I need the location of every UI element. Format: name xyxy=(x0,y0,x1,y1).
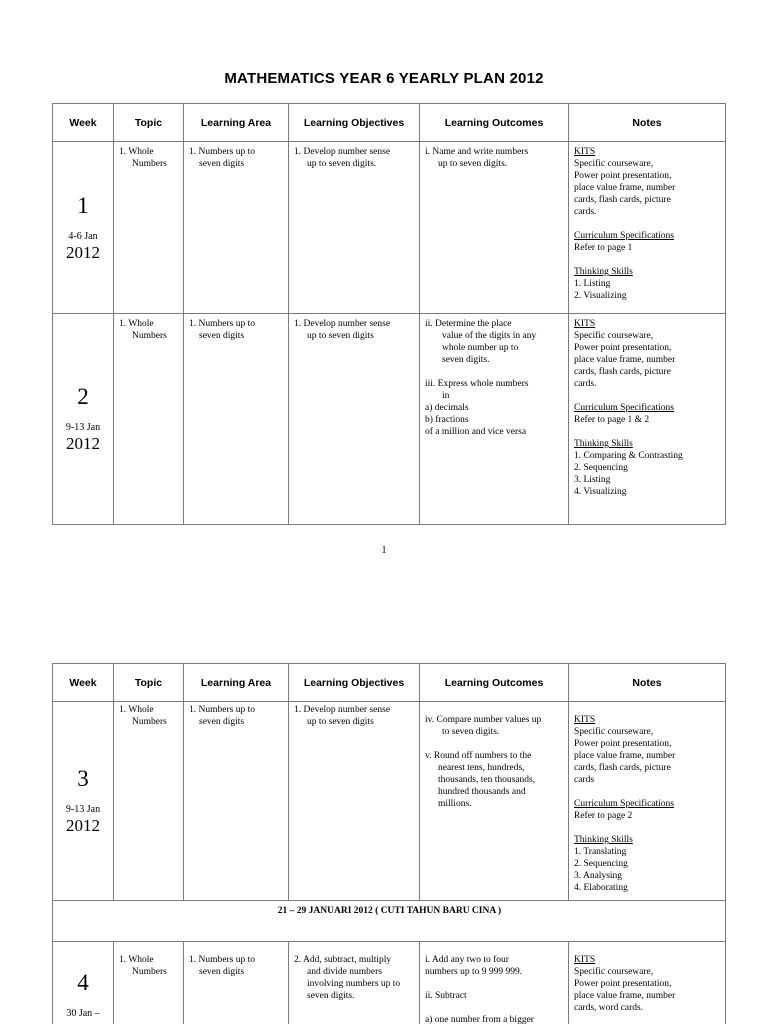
curriculum-spec-label: Curriculum Specifications xyxy=(574,799,674,809)
header-learning-outcomes: Learning Outcomes xyxy=(420,104,569,142)
page-number: 1 xyxy=(381,545,387,556)
learning-area-cell: 1. Numbers up to seven digits xyxy=(184,314,289,525)
notes-cell: KITS Specific courseware, Power point presentation, place value frame, number cards, flash cards, picture cards. Curriculum Specifications Refer to page 1 & 2 Thinking Skills 1. Comparing & Contrasting 2. Sequencing 3. Listing 4. Visualizing xyxy=(569,314,726,525)
holiday-banner: 21 – 29 JANUARI 2012 ( CUTI TAHUN BARU CINA ) xyxy=(53,901,726,942)
week-cell xyxy=(53,314,114,525)
learning-objective-cell: 2. Add, subtract, multiply and divide numbers involving numbers up to seven digits. xyxy=(289,942,420,1024)
week-date: 9-13 Jan xyxy=(65,804,101,815)
header-row xyxy=(53,104,726,142)
kits-label: KITS xyxy=(574,147,596,157)
header-learning-objectives: Learning Objectives xyxy=(289,104,420,142)
thinking-skills-label: Thinking Skills xyxy=(574,835,633,845)
week-year: 2012 xyxy=(66,434,100,453)
header-week: Week xyxy=(53,664,114,702)
week-cell xyxy=(53,702,114,901)
table-row xyxy=(53,142,726,314)
week-cell xyxy=(53,942,114,1024)
header-learning-outcomes: Learning Outcomes xyxy=(420,664,569,702)
header-topic: Topic xyxy=(114,664,184,702)
learning-objective-cell: 1. Develop number sense up to seven digits xyxy=(289,702,420,901)
learning-outcome-cell: i. Add any two to four numbers up to 9 999 999. ii. Subtract a) one number from a bigger xyxy=(420,942,569,1024)
learning-objective-cell: 1. Develop number sense up to seven digits xyxy=(289,314,420,525)
week-number: 1 xyxy=(77,192,89,218)
learning-outcome-cell: i. Name and write numbers up to seven digits. xyxy=(420,142,569,314)
week-number: 3 xyxy=(77,766,89,791)
holiday-banner-row xyxy=(53,901,726,942)
topic-cell: 1. Whole Numbers xyxy=(114,702,184,901)
learning-area-cell: 1. Numbers up to seven digits xyxy=(184,702,289,901)
learning-outcome-cell: iv. Compare number values up to seven digits. v. Round off numbers to the nearest tens, hundreds, thousands, ten thousands, hundred thousands and millions. xyxy=(420,702,569,901)
page-title: MATHEMATICS YEAR 6 YEARLY PLAN 2012 xyxy=(224,70,544,87)
header-notes: Notes xyxy=(569,104,726,142)
thinking-skills-label: Thinking Skills xyxy=(574,267,633,277)
notes-cell: KITS Specific courseware, Power point presentation, place value frame, number cards, flash cards, picture cards Curriculum Specifications Refer to page 2 Thinking Skills 1. Translating 2. Sequencing 3. Analysing 4. Elaborating xyxy=(569,702,726,901)
learning-area-cell: 1. Numbers up to seven digits xyxy=(184,142,289,314)
table-row xyxy=(53,702,726,901)
header-topic: Topic xyxy=(114,104,184,142)
week-cell xyxy=(53,142,114,314)
week-year: 2012 xyxy=(66,816,100,835)
yearly-plan-table-1 xyxy=(52,103,726,525)
header-learning-area: Learning Area xyxy=(184,664,289,702)
week-year: 2012 xyxy=(66,242,100,262)
week-date: 9-13 Jan xyxy=(65,422,101,433)
table-row xyxy=(53,314,726,525)
yearly-plan-table-2 xyxy=(52,663,726,1024)
curriculum-spec-label: Curriculum Specifications xyxy=(574,231,674,241)
header-week: Week xyxy=(53,104,114,142)
notes-cell: KITS Specific courseware, Power point presentation, place value frame, number cards, flash cards, picture cards. Curriculum Specifications Refer to page 1 Thinking Skills 1. Listing 2. Visualizing xyxy=(569,142,726,314)
topic-cell: 1. Whole Numbers xyxy=(114,314,184,525)
week-date: 4-6 Jan xyxy=(68,230,98,242)
thinking-skills-label: Thinking Skills xyxy=(574,439,633,449)
week-date: 30 Jan – xyxy=(66,1008,100,1019)
kits-label: KITS xyxy=(574,715,596,725)
curriculum-spec-label: Curriculum Specifications xyxy=(574,403,674,413)
week-number: 4 xyxy=(77,970,89,995)
learning-area-cell: 1. Numbers up to seven digits xyxy=(184,942,289,1024)
learning-objective-cell: 1. Develop number sense up to seven digits. xyxy=(289,142,420,314)
topic-cell: 1. Whole Numbers xyxy=(114,142,184,314)
header-learning-objectives: Learning Objectives xyxy=(289,664,420,702)
kits-label: KITS xyxy=(574,319,596,329)
kits-label: KITS xyxy=(574,955,596,965)
header-row xyxy=(53,664,726,702)
notes-cell: KITS Specific courseware, Power point presentation, place value frame, number cards, word cards. xyxy=(569,942,726,1024)
header-learning-area: Learning Area xyxy=(184,104,289,142)
table-row xyxy=(53,942,726,1024)
header-notes: Notes xyxy=(569,664,726,702)
learning-outcome-cell: ii. Determine the place value of the digits in any whole number up to seven digits. iii. Express whole numbers in a) decimals b) fractions of a million and vice versa xyxy=(420,314,569,525)
topic-cell: 1. Whole Numbers xyxy=(114,942,184,1024)
week-number: 2 xyxy=(77,384,89,409)
